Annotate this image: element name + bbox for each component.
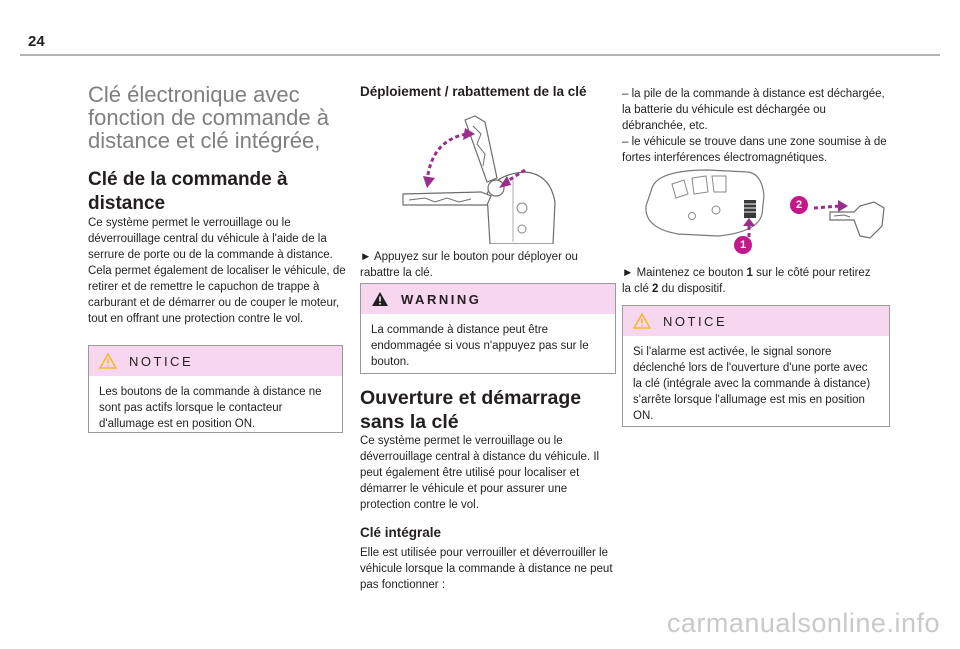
remove-instruction	[622, 265, 882, 297]
warning-box	[360, 283, 616, 374]
keyless-body: Ce système permet le verrouillage ou le déverrouillage central à distance du véhicule. Il peut également être utilisé pour localiser et démarrer le véhicule et pour assurer une protection contre le vol.	[360, 435, 600, 511]
notice-box-1	[88, 345, 343, 433]
page-number: 24	[28, 33, 45, 50]
key-number: 2	[652, 283, 659, 295]
key-deploy-illustration	[395, 112, 565, 244]
condition-item-2: – le véhicule se trouve dans une zone soumise à de fortes interférences électromagnétiques.	[622, 136, 887, 164]
remove-instruction-b: sur le côté pour retirez la clé	[622, 267, 871, 295]
remove-instruction-c: du dispositif.	[658, 283, 726, 295]
callout-badge-1: 1	[734, 236, 752, 254]
notice-text-1: Les boutons de la commande à distance ne sont pas actifs lorsque le contacteur d'allumage est en position ON.	[99, 386, 322, 430]
integral-heading: Clé intégrale	[360, 525, 442, 540]
keyless-heading: Ouverture et démarrage sans la clé	[360, 387, 582, 433]
notice-label-1: NOTICE	[129, 353, 194, 369]
warning-header	[361, 284, 615, 314]
key-removal-illustration	[638, 166, 890, 258]
deploy-instruction: ► Appuyez sur le bouton pour déployer ou rabattre la clé.	[360, 251, 578, 279]
notice-text-2: Si l'alarme est activée, le signal sonore déclenché lors de l'ouverture d'une porte avec la clé (intégrale avec la commande à distance) s'arrête lorsque l'allumage est mis en position ON.	[633, 346, 871, 422]
warning-triangle-icon	[99, 353, 117, 369]
button-number: 1	[746, 267, 753, 279]
chapter-title: Clé électronique avec fonction de commande à distance et clé intégrée,	[88, 82, 329, 153]
notice-label-2: NOTICE	[663, 313, 728, 329]
warning-icon	[371, 291, 389, 307]
callout-badge-2: 2	[790, 196, 808, 214]
integral-body: Elle est utilisée pour verrouiller et déverrouiller le véhicule lorsque la commande à distance ne peut pas fonctionner :	[360, 547, 613, 591]
footer-watermark: carmanualsonline.info	[666, 608, 940, 638]
remote-heading: Clé de la commande à distance	[88, 169, 288, 214]
warning-label: WARNING	[401, 291, 482, 307]
deploy-heading: Déploiement / rabattement de la clé	[360, 84, 587, 99]
condition-item-1: – la pile de la commande à distance est déchargée, la batterie du véhicule est déchargée ou débranchée, etc.	[622, 88, 885, 132]
warning-text: La commande à distance peut être endommagée si vous n'appuyez pas sur le bouton.	[371, 324, 589, 368]
remote-body: Ce système permet le verrouillage ou le déverrouillage central du véhicule à l'aide de la serrure de porte ou de la commande à distance. Cela permet également de localiser le véhicule, de retirer et de remettre le capuchon de trappe à carburant et de démarrer ou de couper le moteur, tout en offrant une protection contre le vol.	[88, 217, 346, 325]
notice-header-1	[89, 346, 342, 376]
warning-triangle-icon	[633, 313, 651, 329]
notice-header-2	[623, 306, 889, 336]
remove-instruction-a: ► Maintenez ce bouton	[622, 267, 747, 279]
header-divider	[20, 54, 940, 56]
notice-box-2	[622, 305, 890, 427]
